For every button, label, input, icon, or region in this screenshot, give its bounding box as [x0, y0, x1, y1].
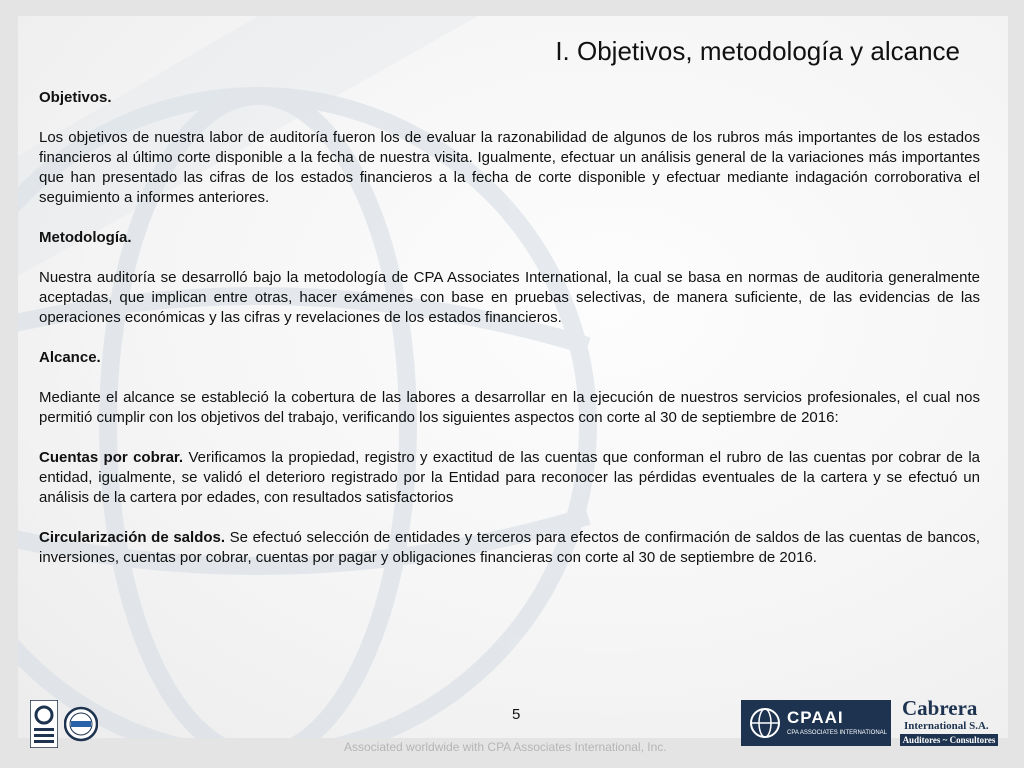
cuentas-text: Verificamos la propiedad, registro y exactitud de las cuentas que conforman el rubro de las cuentas por cobrar de la entidad, igualmente, se validó el deterioro registrado por la Entidad para reconocer las pérdidas eventuales de la cartera y se efectuó un análisis de la cartera por edades, con resultados satisfactorios — [39, 449, 981, 506]
circularizacion-text: Se efectuó selección de entidades y terceros para efectos de confirmación de saldos de las cuentas de bancos, inversiones, cuentas por cobrar, cuentas por pagar y obligaciones financieras con corte al 30 de septiembre de 2016. — [39, 529, 980, 566]
objetivos-heading: Objetivos. — [39, 89, 112, 106]
objetivos-text: Los objetivos de nuestra labor de auditoría fueron los de evaluar la razonabilidad de algunos de los rubros más importantes de los estados financieros al último corte disponible a la fecha de nuestra visita. Igualmente, efectuar un análisis general de la variaciones más importantes que han presentado las cifras de los estados financieros a la fecha de corte disponible y efectuar mediante indagación corroborativa el seguimiento a informes anteriores. — [39, 129, 980, 206]
footer-text: Associated worldwide with CPA Associates International, Inc. — [344, 740, 667, 754]
slide-title: I. Objetivos, metodología y alcance — [555, 36, 960, 66]
metodologia-heading: Metodología. — [39, 229, 132, 246]
alcance-heading: Alcance. — [39, 349, 101, 366]
iso-certification-icon — [30, 700, 58, 748]
alcance-text: Mediante el alcance se estableció la cobertura de las labores a desarrollar en la ejecución de nuestros servicios profesionales, el cual nos permitió cumplir con los objetivos del trabajo, verificando los siguientes aspectos con corte al 30 de septiembre de 2016: — [39, 389, 980, 426]
cpaai-subtitle: CPA ASSOCIATES INTERNATIONAL — [787, 730, 888, 736]
cuentas-paragraph — [39, 448, 980, 508]
slide-body — [39, 88, 980, 588]
cpaai-globe-icon — [747, 705, 783, 741]
cuentas-heading: Cuentas por cobrar. — [39, 449, 184, 466]
metodologia-text: Nuestra auditoría se desarrolló bajo la metodología de CPA Associates International, la cual se basa en normas de auditoria generalmente aceptadas, que implican entre otras, hacer exámenes con base en pruebas selectivas, de manera suficiente, de las evidencias de las operaciones económicas y las cifras y revelaciones de los estados financieros. — [39, 269, 980, 326]
cabrera-line2: International S.A. — [904, 720, 989, 732]
page-number: 5 — [512, 706, 521, 723]
cabrera-name: Cabrera — [902, 696, 978, 720]
circularizacion-heading: Circularización de saldos. — [39, 529, 226, 546]
iqnet-certification-icon — [64, 706, 98, 742]
cpaai-name: CPAAI — [787, 708, 844, 727]
circularizacion-paragraph — [39, 528, 980, 568]
slide — [18, 16, 1008, 738]
cabrera-logo — [898, 696, 1002, 748]
cpaai-logo — [741, 700, 891, 746]
cabrera-line3: Auditores ~ Consultores — [900, 734, 998, 746]
